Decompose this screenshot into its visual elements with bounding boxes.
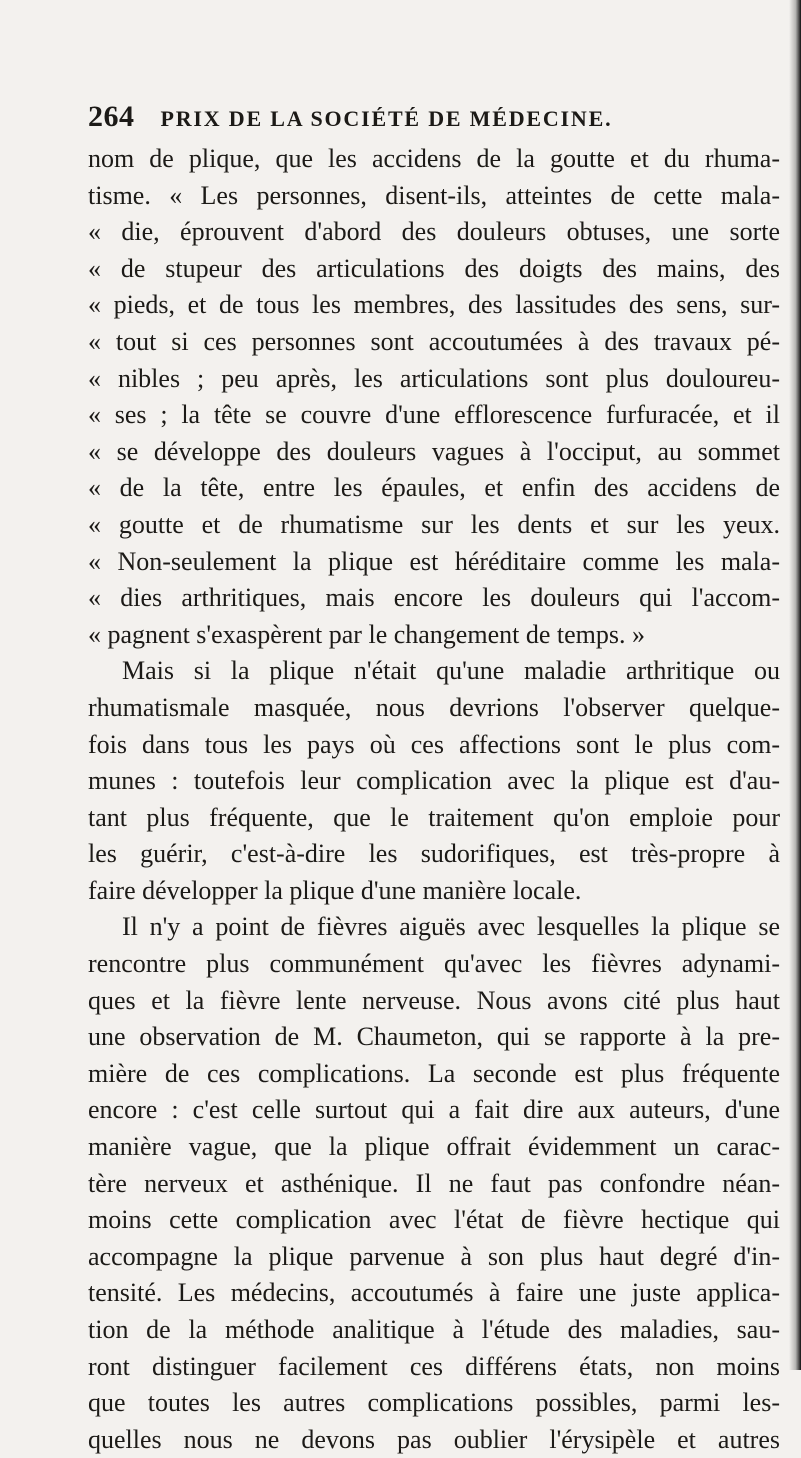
page-number: 264 — [88, 100, 135, 133]
running-head: PRIX DE LA SOCIÉTÉ DE MÉDECINE. — [160, 106, 613, 131]
text-line: munes : toutefois leur complication avec la plique est d'au- — [88, 766, 780, 796]
page-header — [88, 100, 778, 140]
text-line: « de la tête, entre les épaules, et enfin des accidens de — [88, 473, 780, 503]
text-line: « pagnent s'exaspèrent par le changement de temps. » — [88, 619, 645, 649]
text-line: tant plus fréquente, que le traitement qu'on emploie pour — [88, 802, 780, 832]
text-line: « dies arthritiques, mais encore les douleurs qui l'accom- — [88, 583, 780, 613]
text-line: « se développe des douleurs vagues à l'occiput, au sommet — [88, 436, 780, 466]
text-line: Mais si la plique n'était qu'une maladie arthritique ou — [122, 656, 780, 686]
text-line: « Non-seulement la plique est héréditaire comme les mala- — [88, 546, 780, 576]
text-line: « de stupeur des articulations des doigts des mains, des — [88, 253, 780, 283]
text-line: faire développer la plique d'une manière locale. — [88, 875, 582, 905]
text-line: « die, éprouvent d'abord des douleurs obtuses, une sorte — [88, 217, 780, 247]
text-line: accompagne la plique parvenue à son plus haut degré d'in- — [88, 1241, 780, 1271]
text-line: « nibles ; peu après, les articulations sont plus douloureu- — [88, 363, 780, 393]
body-text — [88, 141, 780, 1458]
text-line: tère nerveux et asthénique. Il ne faut pas confondre néan- — [88, 1168, 780, 1198]
text-line: les guérir, c'est-à-dire les sudorifiques, est très-propre à — [88, 839, 780, 869]
text-line: quelles nous ne devons pas oublier l'érysipèle et autres — [88, 1424, 780, 1454]
text-line: « goutte et de rhumatisme sur les dents et sur les yeux. — [88, 509, 780, 539]
text-line: tisme. « Les personnes, disent-ils, atteintes de cette mala- — [88, 180, 780, 210]
text-line: que toutes les autres complications possibles, parmi les- — [88, 1388, 780, 1418]
text-line: tion de la méthode analitique à l'étude des maladies, sau- — [88, 1315, 780, 1344]
text-line: ront distinguer facilement ces différens états, non moins — [88, 1351, 780, 1381]
text-line: une observation de M. Chaumeton, qui se rapporte à la pre- — [88, 1022, 780, 1052]
text-line: rhumatismale masquée, nous devrions l'observer quelque- — [88, 692, 780, 722]
text-line: tensité. Les médecins, accoutumés à faire une juste applica- — [88, 1278, 780, 1308]
text-line: Il n'y a point de fièvres aiguës avec lesquelles la plique se — [122, 912, 780, 942]
text-line: moins cette complication avec l'état de fièvre hectique qui — [88, 1205, 780, 1235]
text-line: « pieds, et de tous les membres, des lassitudes des sens, sur- — [88, 290, 780, 320]
text-line: fois dans tous les pays où ces affections sont le plus com- — [88, 729, 780, 759]
text-line: nom de plique, que les accidens de la goutte et du rhuma- — [88, 144, 780, 173]
text-line: manière vague, que la plique offrait évidemment un carac- — [88, 1132, 780, 1162]
text-line: rencontre plus communément qu'avec les fièvres adynami- — [88, 949, 780, 979]
text-line: « ses ; la tête se couvre d'une efflorescence furfuracée, et il — [88, 400, 780, 430]
text-line: encore : c'est celle surtout qui a fait dire aux auteurs, d'une — [88, 1095, 780, 1125]
text-line: « tout si ces personnes sont accoutumées à des travaux pé- — [88, 326, 780, 356]
text-line: mière de ces complications. La seconde est plus fréquente — [88, 1058, 780, 1088]
text-line: ques et la fièvre lente nerveuse. Nous avons cité plus haut — [88, 985, 780, 1015]
page-edge-shadow — [789, 0, 801, 1370]
